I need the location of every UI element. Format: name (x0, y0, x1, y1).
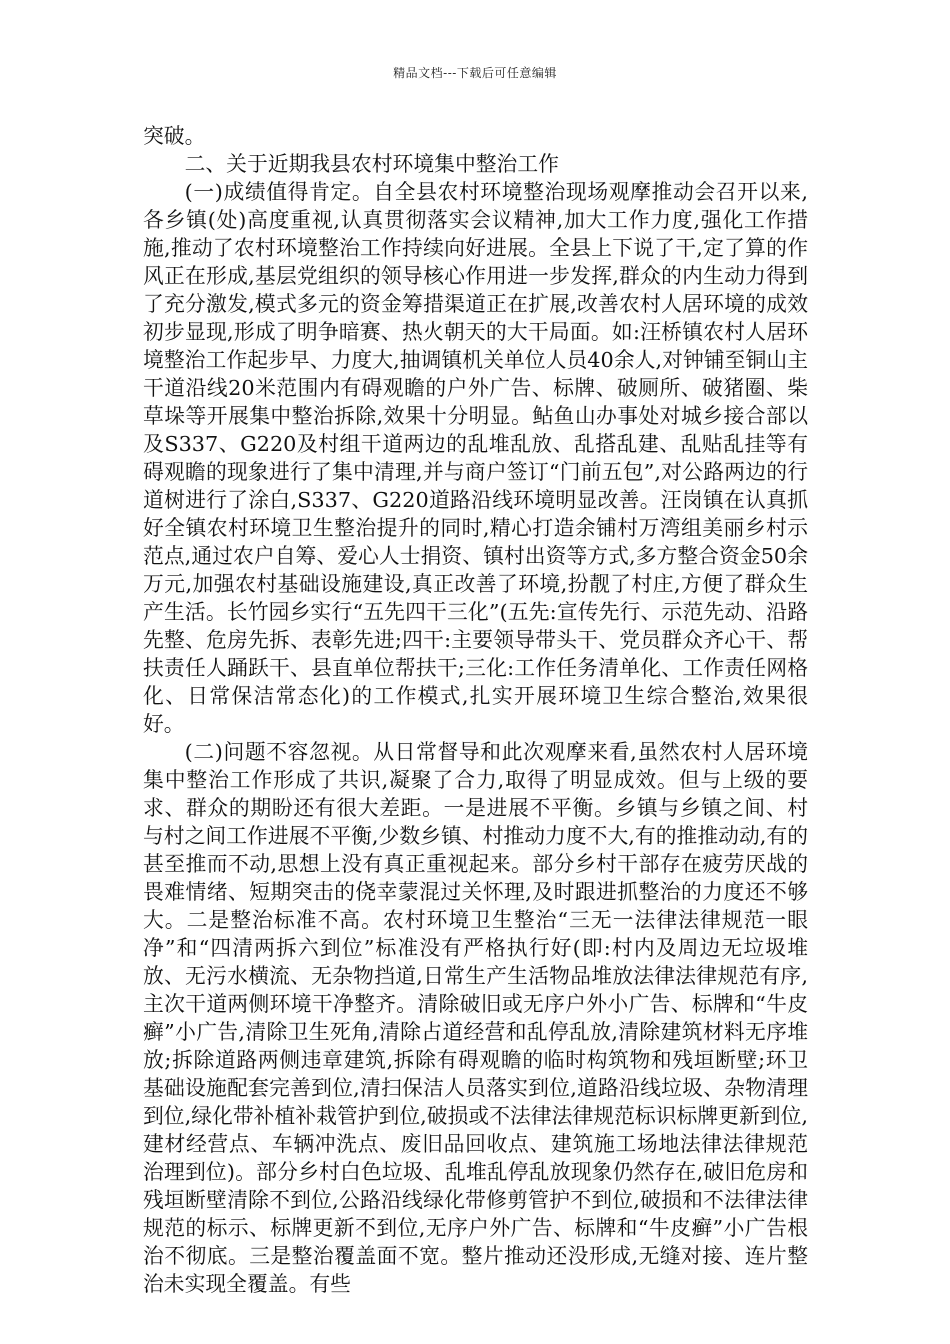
document-body (143, 122, 808, 1298)
continuation-text: 突破。 (143, 124, 206, 148)
page-header: 精品文档---下载后可任意编辑 (393, 66, 557, 80)
paragraph-problems: (二)问题不容忽视。从日常督导和此次观摩来看,虽然农村人居环境集中整治工作形成了共识,凝聚了合力,取得了明显成效。但与上级的要求、群众的期盼还有很大差距。一是进展不平衡。乡镇与乡镇之间、村与村之间工作进展不平衡,少数乡镇、村推动力度不大,有的推推动动,有的甚至推而不动,思想上没有真正重视起来。部分乡村干部存在疲劳厌战的畏难情绪、短期突击的侥幸蒙混过关怀理,及时跟进抓整治的力度还不够大。二是整治标准不高。农村环境卫生整治“三无一法律法律规范一眼净”和“四清两拆六到位”标准没有严格执行好(即:村内及周边无垃圾堆放、无污水横流、无杂物挡道,日常生产生活物品堆放法律法律规范有序,主次干道两侧环境干净整齐。清除破旧或无序户外小广告、标牌和“牛皮癣”小广告,清除卫生死角,清除占道经营和乱停乱放,清除建筑材料无序堆放;拆除道路两侧违章建筑,拆除有碍观瞻的临时构筑物和残垣断壁;环卫基础设施配套完善到位,清扫保洁人员落实到位,道路沿线垃圾、杂物清理到位,绿化带补植补栽管护到位,破损或不法律法律规范标识标牌更新到位,建材经营点、车辆冲洗点、废旧品回收点、建筑施工场地法律法律规范治理到位)。部分乡村白色垃圾、乱堆乱停乱放现象仍然存在,破旧危房和残垣断壁清除不到位,公路沿线绿化带修剪管护不到位,破损和不法律法律规范的标示、标牌更新不到位,无序户外广告、标牌和“牛皮癣”小广告根治不彻底。三是整治覆盖面不宽。整片推动还没形成,无缝对接、连片整治未实现全覆盖。有些 (143, 740, 808, 1296)
section-heading: 二、关于近期我县农村环境集中整治工作 (184, 152, 559, 176)
paragraph-achievements: (一)成绩值得肯定。自全县农村环境整治现场观摩推动会召开以来,各乡镇(处)高度重视,认真贯彻落实会议精神,加大工作力度,强化工作措施,推动了农村环境整治工作持续向好进展。全县上下说了干,定了算的作风正在形成,基层党组织的领导核心作用进一步发挥,群众的内生动力得到了充分激发,模式多元的资金筹措渠道正在扩展,改善农村人居环境的成效初步显现,形成了明争暗赛、热火朝天的大干局面。如:汪桥镇农村人居环境整治工作起步早、力度大,抽调镇机关单位人员40余人,对钟铺至铜山主干道沿线20米范围内有碍观瞻的户外广告、标牌、破厕所、破猪圈、柴草垛等开展集中整治拆除,效果十分明显。鲇鱼山办事处对城乡接合部以及S337、G220及村组干道两边的乱堆乱放、乱搭乱建、乱贴乱挂等有碍观瞻的现象进行了集中清理,并与商户签订“门前五包”,对公路两边的行道树进行了涂白,S337、G220道路沿线环境明显改善。汪岗镇在认真抓好全镇农村环境卫生整治提升的同时,精心打造余铺村万湾组美丽乡村示范点,通过农户自筹、爱心人士捐资、镇村出资等方式,多方整合资金50余万元,加强农村基础设施建设,真正改善了环境,扮靓了村庄,方便了群众生产生活。长竹园乡实行“五先四干三化”(五先:宣传先行、示范先动、沿路先整、危房先拆、表彰先进;四干:主要领导带头干、党员群众齐心干、帮扶责任人踊跃干、县直单位帮扶干;三化:工作任务清单化、工作责任网格化、日常保洁常态化)的工作模式,扎实开展环境卫生综合整治,效果很好。 (143, 180, 808, 736)
